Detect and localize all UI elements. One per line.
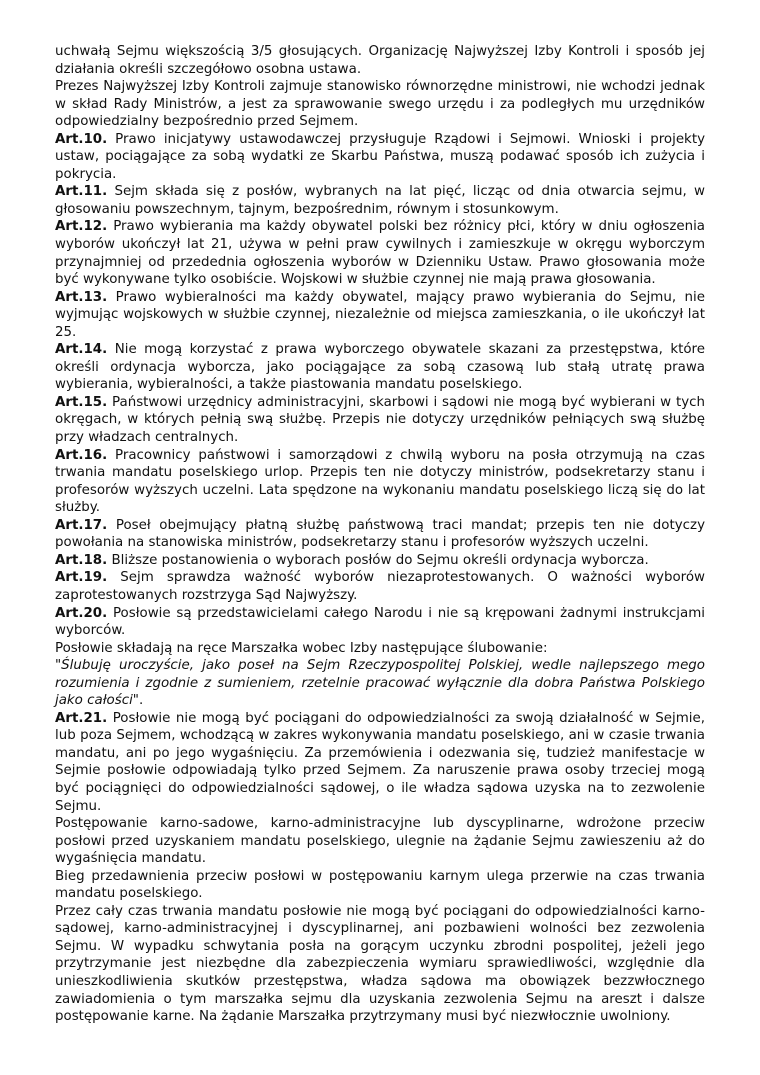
paragraph-text: Postępowanie karno-sadowe, karno-administracyjne lub dyscyplinarne, wdrożone przeciw posłowi przed uzyskaniem mandatu poselskiego, ulegnie na żądanie Sejmu zawieszeniu aż do wygaśnięcia mandatu. bbox=[55, 816, 705, 867]
paragraph-limitation-period bbox=[55, 868, 705, 903]
paragraph-text: Posłowie składają na ręce Marszałka wobec Izby następujące ślubowanie: bbox=[55, 640, 548, 656]
article-number: Art.10. bbox=[55, 131, 108, 147]
article-12 bbox=[55, 218, 705, 288]
article-number: Art.19. bbox=[55, 570, 108, 586]
article-text: Sejm składa się z posłów, wybranych na lat pięć, licząc od dnia otwarcia sejmu, w głosowaniu powszechnym, tajnym, bezpośrednim, równym i stosunkowym. bbox=[55, 184, 705, 217]
article-10 bbox=[55, 131, 705, 184]
article-17 bbox=[55, 517, 705, 552]
oath-close-quote: ". bbox=[132, 693, 144, 709]
article-text: Prawo wybieralności ma każdy obywatel, mający prawo wybierania do Sejmu, nie wyjmując wojskowych w służbie czynnej, niezależnie od miejsca zamieszkania, o ile ukończył lat 25. bbox=[55, 289, 705, 340]
article-number: Art.13. bbox=[55, 289, 108, 305]
article-14 bbox=[55, 341, 705, 394]
paragraph-text: Przez cały czas trwania mandatu posłowie nie mogą być pociągani do odpowiedzialności karno-sądowej, karno-administracyjnej i dyscyplinarnej, ani pozbawieni wolności bez zezwolenia Sejmu. W wypadku schwytania posła na gorącym uczynku zbrodni pospolitej, jeżeli jego przytrzymanie jest niezbędne dla zabezpieczenia wymiaru sprawiedliwości, względnie dla unieszkodliwienia skutków przestępstwa, władza sądowa ma obowiązek bezzwłocznego zawiadomienia o tym marszałka sejmu dla uzyskania zezwolenia Sejmu na areszt i dalsze postępowanie karne. Na żądanie Marszałka przytrzymany musi być niezwłocznie uwolniony. bbox=[55, 903, 705, 1025]
article-13 bbox=[55, 289, 705, 342]
article-text: Państwowi urzędnicy administracyjni, skarbowi i sądowi nie mogą być wybierani w tych okręgach, w których pełnią swą służbę. Przepis nie dotyczy urzędników pełniących swą służbę przy władzach centralnych. bbox=[55, 394, 705, 446]
article-text: Sejm sprawdza ważność wyborów niezaprotestowanych. O ważności wyborów zaprotestowanych rozstrzyga Sąd Najwyższy. bbox=[55, 570, 705, 603]
article-text: Prawo wybierania ma każdy obywatel polski bez różnicy płci, który w dniu ogłoszenia wyborów ukończył lat 21, używa w pełni praw cywilnych i zamieszkuje w okręgu wyborczym przynajmniej od przedednia ogłoszenia wyborów w Dzienniku Ustaw. Prawo głosowania może być wykonywane tylko osobiście. Wojskowi w służbie czynnej nie mają prawa głosowania. bbox=[55, 219, 705, 288]
article-text: Bliższe postanowienia o wyborach posłów do Sejmu określi ordynacja wyborcza. bbox=[111, 552, 649, 568]
article-text: Nie mogą korzystać z prawa wyborczego obywatele skazani za przestępstwa, które określi ordynacja wyborcza, jako pociągające za sobą czasową lub stałą utratę prawa wybierania, wybieralności, a także piastowania mandatu poselskiego. bbox=[55, 342, 705, 393]
article-19 bbox=[55, 569, 705, 604]
article-number: Art.11. bbox=[55, 184, 108, 200]
article-15 bbox=[55, 394, 705, 447]
paragraph-text: Bieg przedawnienia przeciw posłowi w postępowaniu karnym ulega przerwie na czas trwania mandatu poselskiego. bbox=[55, 868, 705, 902]
article-number: Art.16. bbox=[55, 447, 108, 463]
article-21 bbox=[55, 710, 705, 815]
article-18 bbox=[55, 552, 705, 570]
article-text: Pracownicy państwowi i samorządowi z chwilą wyboru na posła otrzymują na czas trwania mandatu poselskiego urlop. Przepis ten nie dotyczy ministrów, podsekretarzy stanu i profesorów wyższych uczelni. Lata spędzone na wykonaniu mandatu poselskiego liczą się do lat służby. bbox=[55, 447, 705, 516]
article-number: Art.20. bbox=[55, 605, 108, 621]
article-16 bbox=[55, 447, 705, 517]
paragraph-nik-organization bbox=[55, 43, 705, 78]
article-number: Art.17. bbox=[55, 517, 108, 533]
article-number: Art.15. bbox=[55, 394, 108, 410]
paragraph-oath-intro bbox=[55, 640, 705, 658]
article-number: Art.18. bbox=[55, 552, 108, 568]
oath-open-quote: " bbox=[55, 658, 62, 674]
paragraph-proceedings-suspension bbox=[55, 815, 705, 868]
article-text: Poseł obejmujący płatną służbę państwową traci mandat; przepis ten nie dotyczy powołania na stanowiska ministrów, podsekretarzy stanu i profesorów wyższych uczelni. bbox=[55, 517, 705, 551]
article-number: Art.21. bbox=[55, 710, 108, 726]
article-text: Posłowie są przedstawicielami całego Narodu i nie są krępowani żadnymi instrukcjami wyborców. bbox=[55, 605, 705, 639]
oath-quote bbox=[55, 657, 705, 710]
paragraph-text: Prezes Najwyższej Izby Kontroli zajmuje stanowisko równorzędne ministrowi, nie wchodzi jednak w skład Rady Ministrów, a jest za sprawowanie swego urzędu i za podległych mu urzędników odpowiedzialny bezpośrednio przed Sejmem. bbox=[55, 79, 705, 130]
oath-text: Ślubuję uroczyście, jako poseł na Sejm Rzeczypospolitej Polskiej, wedle najlepszego mego rozumienia i zgodnie z sumieniem, rzetelnie pracować wyłącznie dla dobra Państwa Polskiego jako całości bbox=[55, 658, 705, 709]
article-number: Art.14. bbox=[55, 342, 108, 358]
article-text: Posłowie nie mogą być pociągani do odpowiedzialności za swoją działalność w Sejmie, lub poza Sejmem, wchodzącą w zakres wykonywania mandatu poselskiego, ani w czasie trwania mandatu, ani po jego wygaśnięciu. Za przemówienia i odezwania się, tudzież manifestacje w Sejmie posłowie odpowiadają tylko przed Sejmem. Za naruszenie prawa osoby trzeciej mogą być pociągnięci do odpowiedzialności sądowej, o ile władza sądowa uzyska na to zezwolenie Sejmu. bbox=[55, 710, 705, 814]
article-20 bbox=[55, 605, 705, 640]
paragraph-immunity bbox=[55, 903, 705, 1026]
article-11 bbox=[55, 183, 705, 218]
paragraph-text: uchwałą Sejmu większością 3/5 głosujących. Organizację Najwyższej Izby Kontroli i sposób jej działania określi szczegółowo osobna ustawa. bbox=[55, 44, 705, 77]
paragraph-nik-president bbox=[55, 78, 705, 131]
article-text: Prawo inicjatywy ustawodawczej przysługuje Rządowi i Sejmowi. Wnioski i projekty ustaw, pociągające za sobą wydatki ze Skarbu Państwa, muszą podawać sposób ich zużycia i pokrycia. bbox=[55, 131, 705, 182]
article-number: Art.12. bbox=[55, 219, 108, 235]
